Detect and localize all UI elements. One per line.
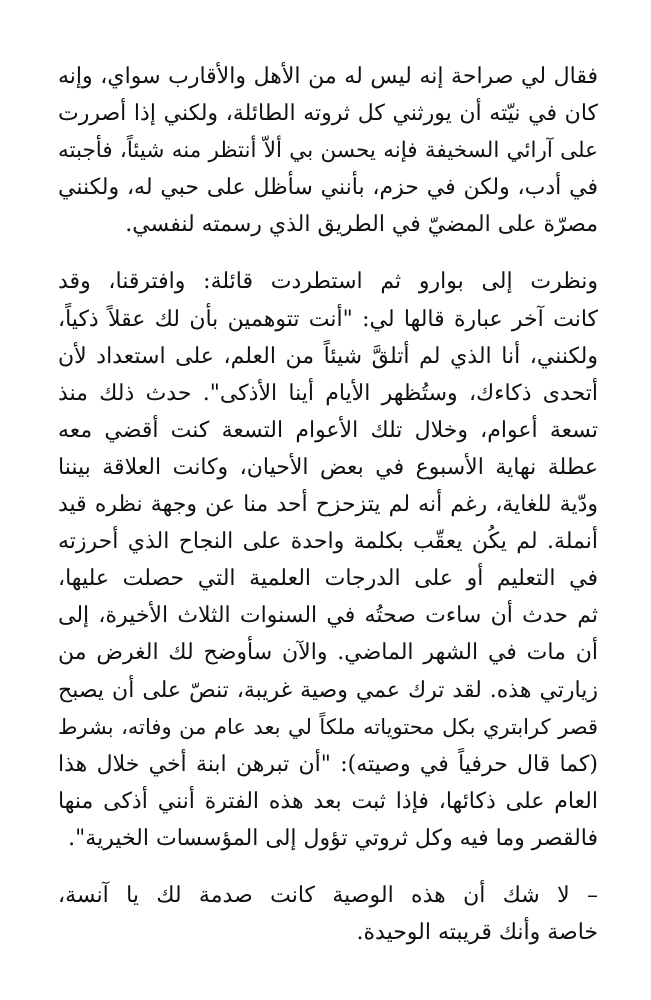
text-line: (كما قال حرفياً في وصيته): "أن تبرهن ابنة أخي خلال هذا [58,751,598,777]
paragraph-1 [58,58,598,243]
text-line: قصر كرابتري بكل محتوياته ملكاً لي بعد عام من وفاته، بشرط [58,714,598,739]
text-line: كانت آخر عبارة قالها لي: "أنت تتوهمين بأن لك عقلاً ذكياً، [58,306,598,332]
text-line: زيارتي هذه. لقد ترك عمي وصية غريبة، تنصّ على أن يصبح [58,677,598,703]
text-line: ونظرت إلى بوارو ثم استطردت قائلة: وافترقنا، وقد [58,269,598,295]
text-line: ولكنني، أنا الذي لم أتلقَّ شيئاً من العلم، على استعداد لأن [58,343,598,369]
text-line: – لا شك أن هذه الوصية كانت صدمة لك يا آنسة، [58,882,598,908]
text-line: ثم حدث أن ساءت صحتُه في السنوات الثلاث الأخيرة، إلى [58,603,598,629]
text-line: فالقصر وما فيه وكل ثروتي تؤول إلى المؤسسات الخيرية". [68,825,598,851]
text-line: أن مات في الشهر الماضي. والآن سأوضح لك الغرض من [58,640,598,666]
text-line: خاصة وأنك قريبته الوحيدة. [356,920,598,946]
text-line: العام على ذكائها، فإذا ثبت بعد هذه الفترة أنني أذكى منها [58,788,598,814]
text-line: كان في نيّته أن يورثني كل ثروته الطائلة، ولكني إذا أصررت [58,101,598,127]
book-page [58,58,598,951]
text-line: على آرائي السخيفة فإنه يحسن بي ألاّ أنتظر منه شيئاً، فأجبته [58,138,598,164]
paragraph-3 [58,877,598,951]
text-line: في أدب، ولكن في حزم، بأنني سأظل على حبي له، ولكنني [58,175,598,201]
text-line: في التعليم أو على الدرجات العلمية التي حصلت عليها، [58,566,598,592]
text-line: مصرّة على المضيّ في الطريق الذي رسمته لنفسي. [125,212,598,238]
text-line: أتحدى ذكاءك، وستُظهر الأيام أينا الأذكى". حدث ذلك منذ [58,380,598,406]
text-line: فقال لي صراحة إنه ليس له من الأهل والأقارب سواي، وإنه [58,64,598,89]
text-line: تسعة أعوام، وخلال تلك الأعوام التسعة كنت أقضي معه [58,417,598,443]
text-line: ودّية للغاية، رغم أنه لم يتزحزح أحد منا عن وجهة نظره قيد [58,492,598,518]
text-line: عطلة نهاية الأسبوع في بعض الأحيان، وكانت العلاقة بيننا [58,454,598,480]
paragraph-2 [58,263,598,857]
text-line: أنملة. لم يكُن يعقّب بكلمة واحدة على النجاح الذي أحرزته [58,529,598,555]
